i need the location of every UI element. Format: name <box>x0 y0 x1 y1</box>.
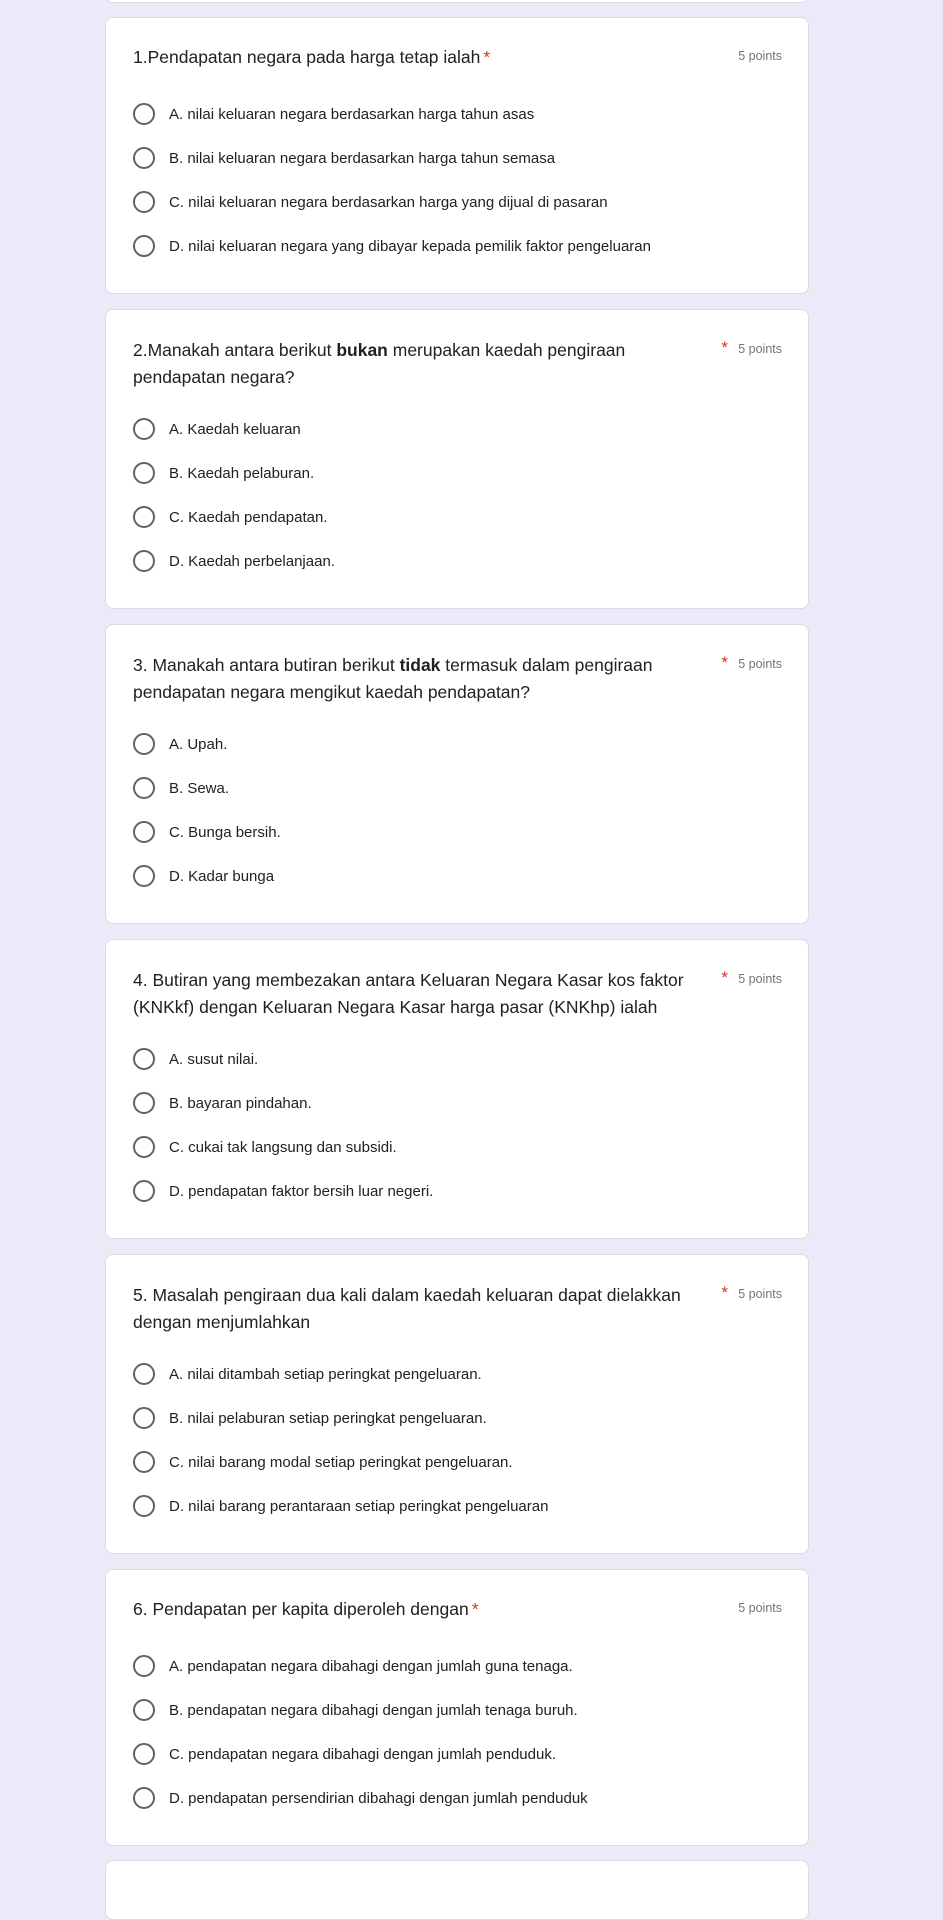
points-label: 5 points <box>738 49 782 63</box>
option-c[interactable]: C. Bunga bersih. <box>133 810 782 854</box>
radio-button[interactable] <box>133 1655 155 1677</box>
question-title: 6. Pendapatan per kapita diperoleh dengan * <box>133 1599 479 1619</box>
question-title: 1.Pendapatan negara pada harga tetap ialah * <box>133 47 491 67</box>
radio-button[interactable] <box>133 550 155 572</box>
radio-button[interactable] <box>133 506 155 528</box>
radio-button[interactable] <box>133 462 155 484</box>
question-card-1 <box>105 17 809 294</box>
question-card-3 <box>105 624 809 924</box>
points-label: 5 points <box>738 342 782 356</box>
option-c[interactable]: C. nilai keluaran negara berdasarkan harga yang dijual di pasaran <box>133 180 782 224</box>
question-title: 4. Butiran yang membezakan antara Keluaran Negara Kasar kos faktor (KNKkf) dengan Keluaran Negara Kasar harga pasar (KNKhp) ialah <box>133 970 684 1017</box>
radio-button[interactable] <box>133 1699 155 1721</box>
option-a[interactable]: A. Kaedah keluaran <box>133 407 782 451</box>
points-label: 5 points <box>738 657 782 671</box>
radio-button[interactable] <box>133 1407 155 1429</box>
radio-button[interactable] <box>133 1092 155 1114</box>
question-title: 5. Masalah pengiraan dua kali dalam kaedah keluaran dapat dielakkan dengan menjumlahkan <box>133 1285 681 1332</box>
previous-question-card <box>105 0 809 3</box>
option-b[interactable]: B. Kaedah pelaburan. <box>133 451 782 495</box>
option-b[interactable]: B. bayaran pindahan. <box>133 1081 782 1125</box>
radio-button[interactable] <box>133 821 155 843</box>
next-question-card <box>105 1860 809 1920</box>
required-asterisk: * <box>471 1599 479 1619</box>
radio-button[interactable] <box>133 1180 155 1202</box>
points-label: 5 points <box>738 1601 782 1615</box>
option-d[interactable]: D. Kadar bunga <box>133 854 782 898</box>
question-title: 2.Manakah antara berikut bukan merupakan kaedah pengiraan pendapatan negara? <box>133 340 626 387</box>
option-a[interactable]: A. Upah. <box>133 722 782 766</box>
option-b[interactable]: B. pendapatan negara dibahagi dengan jumlah tenaga buruh. <box>133 1688 782 1732</box>
required-asterisk: * <box>721 653 728 672</box>
radio-button[interactable] <box>133 1743 155 1765</box>
option-d[interactable]: D. nilai barang perantaraan setiap peringkat pengeluaran <box>133 1484 782 1528</box>
radio-button[interactable] <box>133 1136 155 1158</box>
radio-button[interactable] <box>133 103 155 125</box>
required-asterisk: * <box>721 338 728 357</box>
points-label: 5 points <box>738 972 782 986</box>
option-c[interactable]: C. Kaedah pendapatan. <box>133 495 782 539</box>
radio-button[interactable] <box>133 865 155 887</box>
radio-button[interactable] <box>133 191 155 213</box>
radio-button[interactable] <box>133 1048 155 1070</box>
required-asterisk: * <box>721 1283 728 1302</box>
question-title: 3. Manakah antara butiran berikut tidak termasuk dalam pengiraan pendapatan negara mengikut kaedah pendapatan? <box>133 655 653 702</box>
radio-button[interactable] <box>133 1787 155 1809</box>
option-d[interactable]: D. pendapatan faktor bersih luar negeri. <box>133 1169 782 1213</box>
option-c[interactable]: C. pendapatan negara dibahagi dengan jumlah penduduk. <box>133 1732 782 1776</box>
option-b[interactable]: B. nilai pelaburan setiap peringkat pengeluaran. <box>133 1396 782 1440</box>
required-asterisk: * <box>721 968 728 987</box>
required-asterisk: * <box>483 47 491 67</box>
option-d[interactable]: D. pendapatan persendirian dibahagi dengan jumlah penduduk <box>133 1776 782 1820</box>
radio-button[interactable] <box>133 235 155 257</box>
radio-button[interactable] <box>133 147 155 169</box>
option-a[interactable]: A. nilai ditambah setiap peringkat pengeluaran. <box>133 1352 782 1396</box>
option-b[interactable]: B. Sewa. <box>133 766 782 810</box>
points-label: 5 points <box>738 1287 782 1301</box>
radio-button[interactable] <box>133 1363 155 1385</box>
option-d[interactable]: D. Kaedah perbelanjaan. <box>133 539 782 583</box>
radio-button[interactable] <box>133 733 155 755</box>
option-a[interactable]: A. susut nilai. <box>133 1037 782 1081</box>
question-card-6 <box>105 1569 809 1846</box>
radio-button[interactable] <box>133 418 155 440</box>
option-a[interactable]: A. nilai keluaran negara berdasarkan harga tahun asas <box>133 92 782 136</box>
option-a[interactable]: A. pendapatan negara dibahagi dengan jumlah guna tenaga. <box>133 1644 782 1688</box>
option-d[interactable]: D. nilai keluaran negara yang dibayar kepada pemilik faktor pengeluaran <box>133 224 782 268</box>
radio-button[interactable] <box>133 1451 155 1473</box>
radio-button[interactable] <box>133 777 155 799</box>
question-card-2 <box>105 309 809 609</box>
radio-button[interactable] <box>133 1495 155 1517</box>
question-card-4 <box>105 939 809 1239</box>
option-c[interactable]: C. nilai barang modal setiap peringkat pengeluaran. <box>133 1440 782 1484</box>
question-card-5 <box>105 1254 809 1554</box>
option-b[interactable]: B. nilai keluaran negara berdasarkan harga tahun semasa <box>133 136 782 180</box>
option-c[interactable]: C. cukai tak langsung dan subsidi. <box>133 1125 782 1169</box>
